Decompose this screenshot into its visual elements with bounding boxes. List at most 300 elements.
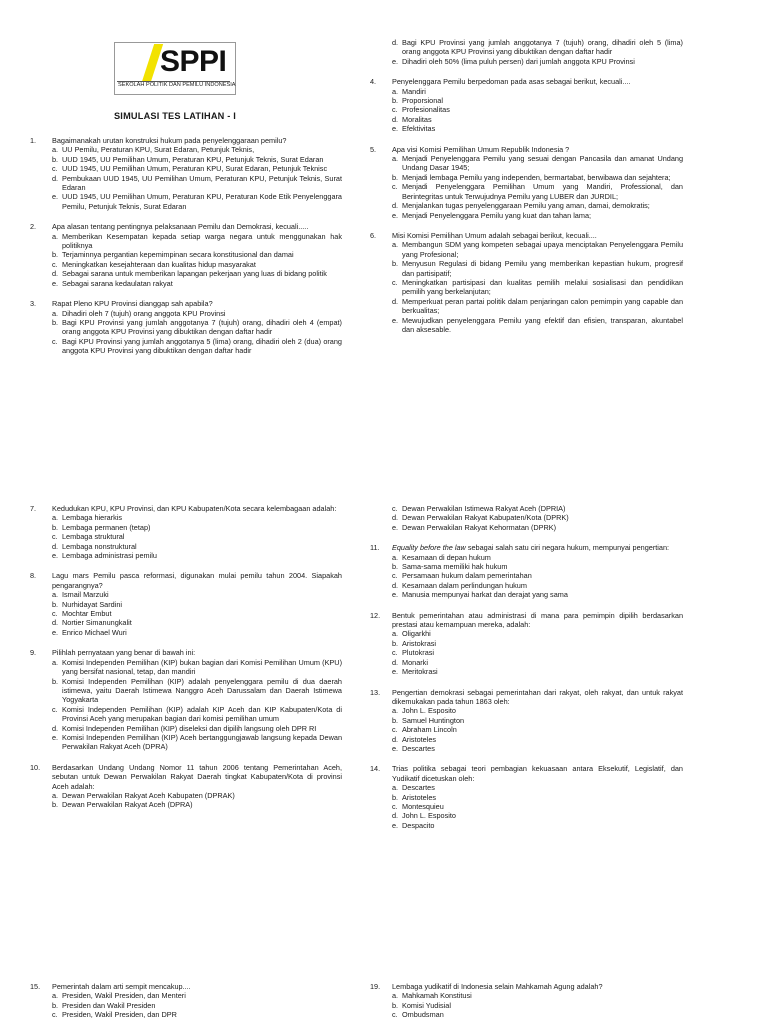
option-text: Komisi Independen Pemilihan (KIP) adalah penyelenggara pemilu di dua daerah istimewa, yaitu Daerah Istimewa Nanggro Aceh Darussalam dan Daerah Istimewa Yogyakarta <box>62 676 342 705</box>
question-text <box>392 688 683 707</box>
answer-option <box>392 725 683 734</box>
option-text: UUD 1945, UU Pemilihan Umum, Peraturan KPU, Peraturan Kode Etik Penyelenggara Pemilu, Petunjuk Teknis, Surat Edaran <box>62 192 342 211</box>
option-text: Lembaga nonstruktural <box>62 541 137 551</box>
answer-option <box>392 648 683 657</box>
page2-left-column <box>30 504 342 821</box>
option-text: Dewan Perwakilan Rakyat Aceh Kabupaten (DPRAK) <box>62 790 235 800</box>
option-letter: e. <box>392 124 399 134</box>
answer-option <box>52 260 342 269</box>
answer-option <box>392 716 683 725</box>
option-text: Pembukaan UUD 1945, UU Pemilihan Umum, Peraturan KPU, Petunjuk Teknis, Surat Edaran <box>62 173 342 193</box>
answer-option <box>392 173 683 182</box>
option-letter: c. <box>52 336 58 346</box>
option-letter: e. <box>52 732 59 742</box>
question-item <box>30 504 342 560</box>
page1-right-column <box>370 38 683 345</box>
question-item <box>30 299 342 355</box>
option-text: Despacito <box>402 820 435 830</box>
answer-option <box>392 259 683 278</box>
answer-option <box>392 793 683 802</box>
option-text: Descartes <box>402 783 435 793</box>
question-text <box>52 136 342 145</box>
option-letter: b. <box>52 1000 59 1010</box>
option-text: Abraham Lincoln <box>402 725 457 735</box>
option-letter: b. <box>392 638 399 648</box>
option-letter: a. <box>52 657 59 667</box>
option-text: Sama-sama memiliki hak hukum <box>402 562 508 572</box>
question-number: 13. <box>370 687 381 697</box>
answer-option <box>52 532 342 541</box>
answer-option <box>52 628 342 637</box>
question-number: 4. <box>370 77 377 87</box>
question-item <box>30 571 342 637</box>
option-text: Manusia mempunyai harkat dan derajat yang sama <box>402 590 568 600</box>
option-text: UUD 1945, UU Pemilihan Umum, Peraturan KPU, Surat Edaran, Petunjuk Teknisc <box>62 164 328 174</box>
question-text-body: Trias politika sebagai teori pembagian kekuasaan antara Eksekutif, Legislatif, dan Yudikatif dicetuskan oleh: <box>392 764 683 783</box>
option-text: Dewan Perwakilan Rakyat Kabupaten/Kota (DPRK) <box>402 513 569 523</box>
option-letter: d. <box>52 723 59 733</box>
option-letter: a. <box>392 552 399 562</box>
question-text <box>392 982 683 991</box>
option-text: Menyusun Regulasi di bidang Pemilu yang memberikan kepastian hukum, progresif dan partisipatif; <box>402 259 683 278</box>
option-letter: a. <box>52 991 59 1001</box>
answer-options <box>52 232 342 288</box>
option-letter: d. <box>52 173 59 183</box>
option-letter: c. <box>392 648 398 658</box>
question-number: 5. <box>370 144 377 154</box>
answer-option <box>392 240 683 259</box>
question-item <box>30 136 342 211</box>
option-text: Persamaan hukum dalam pemerintahan <box>402 571 532 581</box>
option-letter: a. <box>392 783 399 793</box>
question-text-body: Pengertian demokrasi sebagai pemerintahan dari rakyat, oleh rakyat, dan untuk rakyat dikemukakan pada tahun 1863 oleh: <box>392 687 683 706</box>
option-letter: b. <box>392 96 399 106</box>
answer-option <box>52 174 342 193</box>
page1-left-column <box>30 136 342 367</box>
option-letter: d. <box>52 541 59 551</box>
answer-option <box>52 791 342 800</box>
answer-options <box>52 513 342 560</box>
option-letter: c. <box>392 801 398 811</box>
option-letter: d. <box>392 513 399 523</box>
option-letter: a. <box>392 86 399 96</box>
option-text: Sebagai sarana untuk memberikan lapangan pekerjaan yang luas di bidang politik <box>62 269 327 279</box>
option-text: Lembaga permanen (tetap) <box>62 522 151 532</box>
question-text <box>52 299 342 308</box>
answer-option <box>52 318 342 337</box>
answer-option <box>392 629 683 638</box>
answer-option <box>392 667 683 676</box>
option-text: Dihadiri oleh 7 (tujuh) orang anggota KPU Provinsi <box>62 308 226 318</box>
page-title: SIMULASI TES LATIHAN - I <box>113 111 237 121</box>
question-item <box>30 982 342 1020</box>
question-text-body: Pilihlah pernyataan yang benar di bawah ini: <box>52 648 196 658</box>
page3-right-column <box>370 982 683 1031</box>
answer-options <box>52 991 342 1019</box>
question-text <box>392 611 683 630</box>
option-letter: a. <box>52 231 59 241</box>
question-item <box>370 77 683 133</box>
answer-option <box>392 523 683 532</box>
option-text: Membangun SDM yang kompeten sebagai upaya menciptakan Penyelenggara Pemilu yang Profesional; <box>402 240 683 259</box>
option-text: Lembaga administrasi pemilu <box>62 551 157 561</box>
option-text: Bagi KPU Provinsi yang jumlah anggotanya 5 (lima) orang, dihadiri oleh 2 (dua) orang anggota KPU Provinsi yang dibuktikan dengan daftar hadir <box>62 336 342 356</box>
answer-option <box>392 504 683 513</box>
answer-option <box>392 991 683 1000</box>
answer-option <box>392 87 683 96</box>
option-letter: d. <box>392 811 399 821</box>
option-text: Bagi KPU Provinsi yang jumlah anggotanya 7 (tujuh) orang, dihadiri oleh 5 (lima) orang anggota KPU Provinsi yang dibuktikan dengan daftar hadir <box>402 38 683 57</box>
option-letter: b. <box>52 800 59 810</box>
option-letter: c. <box>52 259 58 269</box>
answer-option <box>52 337 342 356</box>
option-text: Menjadi Penyelenggara Pemilu yang kuat dan tahan lama; <box>402 210 592 220</box>
question-text-body: sebagai salah satu ciri negara hukum, mempunyai pengertian: <box>465 543 670 553</box>
question-text-body: Penyelenggara Pemilu berpedoman pada asas sebagai berikut, kecuali.... <box>392 77 631 87</box>
answer-option <box>392 571 683 580</box>
option-letter: a. <box>52 790 59 800</box>
option-letter: c. <box>392 1010 398 1020</box>
question-item <box>370 688 683 754</box>
option-letter: b. <box>392 792 399 802</box>
answer-option <box>52 513 342 522</box>
option-text: Dihadiri oleh 50% (lima puluh persen) dari jumlah anggota KPU Provinsi <box>402 56 635 66</box>
answer-option <box>392 783 683 792</box>
answer-option <box>392 1010 683 1019</box>
option-text: Monarki <box>402 657 428 667</box>
option-text: Presiden dan Wakil Presiden <box>62 1000 156 1010</box>
option-text: Mochtar Embut <box>62 609 112 619</box>
answer-option <box>52 618 342 627</box>
answer-options <box>392 87 683 134</box>
option-text: Menjalankan tugas penyelenggaraan Pemilu yang aman, damai, demokratis; <box>402 201 650 211</box>
answer-option <box>52 309 342 318</box>
option-text: Komisi Independen Pemilihan (KIP) bukan bagian dari Komisi Pemilihan Umum (KPU) yang bersifat nasional, tetap, dan mandiri <box>62 657 342 677</box>
option-letter: e. <box>52 192 59 202</box>
option-letter: b. <box>52 676 59 686</box>
option-text: Samuel Huntington <box>402 715 465 725</box>
question-text <box>52 504 342 513</box>
answer-option <box>52 590 342 599</box>
question-text-body: Lagu mars Pemilu pasca reformasi, digunakan mulai pemilu tahun 2004. Siapakah pengarangnya? <box>52 571 342 590</box>
option-text: Kesamaan di depan hukum <box>402 552 491 562</box>
option-text: Plutokrasi <box>402 648 435 658</box>
answer-option <box>392 744 683 753</box>
logo-subtitle: SEKOLAH POLITIK DAN PEMILU INDONESIA <box>118 82 236 88</box>
question-number: 7. <box>30 504 37 513</box>
answer-option <box>52 724 342 733</box>
answer-options <box>52 145 342 211</box>
answer-option <box>392 639 683 648</box>
question-text <box>52 648 342 657</box>
question-text <box>392 145 683 154</box>
option-text: Memberikan Kesempatan kepada setiap warga negara untuk menggunakan hak politiknya <box>62 231 342 251</box>
answer-option <box>52 269 342 278</box>
option-text: Mewujudkan penyelenggara Pemilu yang efektif dan efisien, transparan, akuntabel dan aksesable. <box>402 315 683 334</box>
question-item <box>30 763 342 810</box>
option-letter: c. <box>392 182 398 192</box>
option-letter: b. <box>52 317 59 327</box>
page3-left-column <box>30 982 342 1031</box>
question-number: 14. <box>370 764 381 774</box>
option-text: Presiden, Wakil Presiden, dan Menteri <box>62 991 186 1001</box>
answer-option <box>52 800 342 809</box>
question-number: 9. <box>30 648 37 658</box>
option-letter: c. <box>52 532 58 542</box>
option-letter: e. <box>52 551 59 561</box>
option-text: Sebagai sarana kedaulatan rakyat <box>62 278 173 288</box>
option-letter: d. <box>392 580 399 590</box>
question-text <box>392 543 683 552</box>
answer-option <box>392 562 683 571</box>
page2-right-column <box>370 504 683 841</box>
option-text: Komisi Independen Pemilihan (KIP) diseleksi dan dipilih langsung oleh DPR RI <box>62 723 317 733</box>
answer-option <box>392 590 683 599</box>
answer-option <box>392 278 683 297</box>
question-number: 3. <box>30 299 37 309</box>
answer-option <box>392 802 683 811</box>
answer-option <box>52 677 342 705</box>
answer-option <box>52 523 342 532</box>
option-text: Moralitas <box>402 114 432 124</box>
option-letter: a. <box>392 240 399 250</box>
answer-options <box>52 309 342 356</box>
answer-option <box>392 115 683 124</box>
option-letter: a. <box>52 590 59 600</box>
question-number: 1. <box>30 136 37 145</box>
option-letter: b. <box>392 172 399 182</box>
answer-option <box>392 581 683 590</box>
question-text <box>52 571 342 590</box>
answer-option <box>52 600 342 609</box>
answer-option <box>392 96 683 105</box>
option-text: Aristoteles <box>402 734 437 744</box>
question-item <box>30 648 342 751</box>
answer-option <box>392 658 683 667</box>
answer-option <box>52 705 342 724</box>
option-text: Dewan Perwakilan Rakyat Kehormatan (DPRK) <box>402 522 557 532</box>
answer-option <box>392 154 683 173</box>
question-text-body: Bentuk pemerintahan atau administrasi di mana para pemimpin dipilih berdasarkan prestasi atau kemampuan mereka, adalah: <box>392 610 683 630</box>
option-letter: a. <box>52 145 59 155</box>
option-text: Terjaminnya pergantian kepemimpinan secara konstitusional dan damai <box>62 250 294 260</box>
question-text-body: Pemerintah dalam arti sempit mencakup.... <box>52 982 191 991</box>
question-text-body: Rapat Pleno KPU Provinsi dianggap sah apabila? <box>52 299 213 309</box>
question-text <box>392 231 683 240</box>
option-letter: c. <box>392 725 398 735</box>
option-letter: a. <box>52 308 59 318</box>
question-text <box>52 982 342 991</box>
option-letter: c. <box>52 164 58 174</box>
question-item <box>30 222 342 288</box>
answer-option <box>392 57 683 66</box>
answer-option <box>52 542 342 551</box>
option-letter: b. <box>52 599 59 609</box>
option-letter: c. <box>392 277 398 287</box>
question-number: 10. <box>30 762 41 772</box>
option-text: Nortier Simanungkalit <box>62 618 132 628</box>
question-number: 12. <box>370 610 381 620</box>
answer-option <box>52 658 342 677</box>
answer-option <box>52 733 342 752</box>
option-text: Mandiri <box>402 86 426 96</box>
option-text: Komisi Independen Pemilihan (KIP) Aceh bertanggungjawab langsung kepada Dewan Perwakilan Rakyat Aceh (DPRA) <box>62 732 342 752</box>
option-text: Enrico Michael Wuri <box>62 627 127 637</box>
option-text: John L. Esposito <box>402 811 456 821</box>
option-letter: e. <box>392 667 399 677</box>
option-text: Bagi KPU Provinsi yang jumlah anggotanya 7 (tujuh) orang, dihadiri oleh 4 (empat) orang anggota KPU Provinsi yang dibuktikan dengan daftar hadir <box>62 317 342 337</box>
question-text <box>392 764 683 783</box>
option-letter: b. <box>52 522 59 532</box>
question-text <box>392 77 683 86</box>
option-text: Menjadi lembaga Pemilu yang independen, bermartabat, berwibawa dan sejahtera; <box>402 172 671 182</box>
answer-option <box>392 211 683 220</box>
option-text: Meningkatkan partisipasi dan kualitas pemilih melalui sosialisasi dan pendidikan pemilih yang berkelanjutan; <box>402 277 683 297</box>
option-letter: e. <box>52 627 59 637</box>
question-text-body: Kedudukan KPU, KPU Provinsi, dan KPU Kabupaten/Kota secara kelembagaan adalah: <box>52 504 337 513</box>
option-letter: e. <box>392 315 399 325</box>
option-text: Aristokrasi <box>402 638 437 648</box>
answer-options <box>392 783 683 830</box>
option-text: Kesamaan dalam perlindungan hukum <box>402 580 527 590</box>
option-text: UUD 1945, UU Pemilihan Umum, Peraturan KPU, Petunjuk Teknis, Surat Edaran <box>62 154 324 164</box>
option-letter: d. <box>392 734 399 744</box>
option-text: Memperkuat peran partai politik dalam penjaringan calon pemimpin yang capable dan berkualitas; <box>402 296 683 316</box>
option-text: Descartes <box>402 743 435 753</box>
question-text-italic: Equality before the law <box>392 543 466 553</box>
answer-option <box>392 706 683 715</box>
option-text: Profesionalitas <box>402 105 450 115</box>
option-text: John L. Esposito <box>402 706 456 716</box>
option-letter: c. <box>392 571 398 581</box>
option-text: Efektivitas <box>402 124 436 134</box>
option-letter: a. <box>392 629 399 639</box>
question-number: 2. <box>30 222 37 232</box>
question-item <box>370 38 683 66</box>
option-text: Komisi Yudisial <box>402 1000 451 1010</box>
answer-option <box>52 250 342 259</box>
option-text: Aristoteles <box>402 792 437 802</box>
option-text: Menjadi Penyelenggara Pemilihan Umum yang Mandiri, Professional, dan Berintegritas untuk Terwujudnya Pemilu yang LUBER dan JURDIL; <box>402 182 683 201</box>
option-letter: b. <box>392 562 399 572</box>
option-letter: e. <box>392 210 399 220</box>
answer-option <box>392 316 683 335</box>
option-text: Komisi Independen Pemilihan (KIP) adalah KIP Aceh dan KIP Kabupaten/Kota di Provinsi Aceh yang merupakan bagian dari komisi pemilihan umum <box>62 704 342 724</box>
option-text: Ismail Marzuki <box>62 590 109 600</box>
option-letter: d. <box>52 618 59 628</box>
option-letter: a. <box>392 706 399 716</box>
option-letter: b. <box>392 259 399 269</box>
answer-options <box>392 504 683 532</box>
answer-options <box>52 791 342 810</box>
option-text: Meningkatkan kesejahteraan dan kualitas hidup masyarakat <box>62 259 256 269</box>
option-text: Montesquieu <box>402 801 444 811</box>
answer-option <box>392 553 683 562</box>
answer-option <box>52 991 342 1000</box>
answer-option <box>52 164 342 173</box>
question-number: 6. <box>370 230 377 240</box>
answer-option <box>52 1010 342 1019</box>
option-text: Ombudsman <box>402 1010 444 1020</box>
option-letter: e. <box>392 820 399 830</box>
answer-options <box>392 154 683 220</box>
option-text: Nurhidayat Sardini <box>62 599 123 609</box>
option-letter: c. <box>392 105 398 115</box>
question-number: 11. <box>370 543 380 553</box>
answer-option <box>392 105 683 114</box>
option-letter: c. <box>392 504 398 513</box>
question-text-body: Apa visi Komisi Pemilihan Umum Republik Indonesia ? <box>392 144 570 154</box>
answer-option <box>52 155 342 164</box>
question-number: 15. <box>30 982 41 991</box>
question-number: 8. <box>30 571 37 581</box>
answer-options <box>392 38 683 66</box>
answer-options <box>392 553 683 600</box>
option-letter: d. <box>392 38 399 47</box>
answer-option <box>392 297 683 316</box>
answer-options <box>392 706 683 753</box>
question-text-body: Apa alasan tentang pentingnya pelaksanaan Pemilu dan Demokrasi, kecuali..... <box>52 222 309 232</box>
option-text: Menjadi Penyelenggara Pemilu yang sesuai dengan Pancasila dan amanat Undang Undang Dasar 1945; <box>402 154 683 173</box>
answer-option <box>392 1001 683 1010</box>
answer-option <box>392 735 683 744</box>
option-letter: e. <box>392 522 399 532</box>
question-text-body: Misi Komisi Pemilihan Umum adalah sebagai berikut, kecuali.... <box>392 230 597 240</box>
option-text: Mahkamah Konstitusi <box>402 991 472 1001</box>
option-letter: b. <box>52 154 59 164</box>
option-text: Oligarkhi <box>402 629 431 639</box>
option-text: Dewan Perwakilan Istimewa Rakyat Aceh (DPRIA) <box>402 504 566 513</box>
option-text: UU Pemilu, Peraturan KPU, Surat Edaran, Petunjuk Teknis, <box>62 145 255 155</box>
question-text-body: Lembaga yudikatif di Indonesia selain Mahkamah Agung adalah? <box>392 982 603 991</box>
answer-option <box>52 192 342 211</box>
answer-option <box>52 1001 342 1010</box>
answer-option <box>52 551 342 560</box>
option-text: Lembaga hierarkis <box>62 513 123 523</box>
option-letter: c. <box>52 704 58 714</box>
answer-option <box>52 609 342 618</box>
answer-option <box>52 232 342 251</box>
answer-option <box>392 821 683 830</box>
option-letter: e. <box>392 743 399 753</box>
question-item <box>370 982 683 1020</box>
answer-option <box>392 513 683 522</box>
question-item <box>370 504 683 532</box>
question-item <box>370 145 683 220</box>
question-text <box>52 763 342 791</box>
option-text: Proporsional <box>402 96 443 106</box>
answer-options <box>52 590 342 637</box>
option-letter: a. <box>52 513 59 523</box>
option-letter: c. <box>52 1010 58 1020</box>
answer-option <box>392 182 683 201</box>
option-letter: b. <box>392 715 399 725</box>
answer-option <box>392 811 683 820</box>
option-letter: a. <box>392 991 399 1001</box>
answer-option <box>52 279 342 288</box>
question-text-body: Bagaimanakah urutan konstruksi hukum pada penyelenggaraan pemilu? <box>52 136 287 145</box>
option-text: Lembaga struktural <box>62 532 125 542</box>
question-item <box>370 543 683 599</box>
option-letter: d. <box>392 296 399 306</box>
option-letter: b. <box>392 1000 399 1010</box>
option-letter: d. <box>392 657 399 667</box>
option-letter: d. <box>392 114 399 124</box>
option-letter: b. <box>52 250 59 260</box>
question-text-body: Berdasarkan Undang Undang Nomor 11 tahun 2006 tentang Pemerintahan Aceh, sebutan untuk Dewan Perwakilan Rakyat Daerah tingkat Kabupaten/Kota di provinsi Aceh adalah: <box>52 762 342 791</box>
question-item <box>370 764 683 830</box>
question-text <box>52 222 342 231</box>
